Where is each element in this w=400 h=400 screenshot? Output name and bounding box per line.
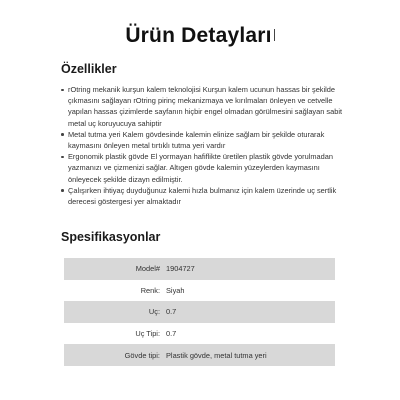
spec-key-tip: Uç: <box>64 301 163 323</box>
spec-value-body-type: Plastik gövde, metal tutma yeri <box>163 344 335 366</box>
table-row <box>64 280 335 302</box>
feature-item: rOtring mekanik kurşun kalem teknolojisi Kurşun kalem ucunun hassas bir şekilde çıkmasını sağlayan rOtring pirinç mekanizmaya ve kırılmaları önleyen ve cetvelle yapılan hassas çizimlerde sayfanın hiçbir engel olmadan görülmesini sağlayan sabit metal uç koruyucuya sahiptir <box>61 84 351 129</box>
specifications-heading: Spesifikasyonlar <box>61 230 161 244</box>
table-row <box>64 258 335 280</box>
spec-key-color: Renk: <box>64 280 163 302</box>
features-heading: Özellikler <box>61 62 117 76</box>
features-list <box>61 84 351 207</box>
page-title <box>0 24 400 48</box>
specifications-table <box>64 258 335 366</box>
spec-value-color: Siyah <box>163 280 335 302</box>
table-row <box>64 344 335 366</box>
spec-value-model: 1904727 <box>163 258 335 280</box>
spec-value-tip: 0.7 <box>163 301 335 323</box>
table-row <box>64 323 335 345</box>
spec-key-body-type: Gövde tipi: <box>64 344 163 366</box>
spec-key-tip-type: Uç Tipi: <box>64 323 163 345</box>
feature-item: Metal tutma yeri Kalem gövdesinde kalemin elinize sağlam bir şekilde oturarak kaymasını önleyen metal tırtıklı tutma yeri vardır <box>61 129 351 151</box>
table-row <box>64 301 335 323</box>
feature-item: Ergonomik plastik gövde El yormayan hafiflikte üretilen plastik gövde yorulmadan yazmanızı ve çizmenizi sağlar. Altıgen gövde kalemin yüzeylerden kaymasını önleyecek şekilde dizayn edilmiştir. <box>61 151 351 185</box>
feature-item: Çalışırken ihtiyaç duyduğunuz kalemi hızla bulmanız için kalem üzerinde uç sertlik derecesi göstergesi yer almaktadır <box>61 185 351 207</box>
text-cursor <box>274 29 275 41</box>
spec-value-tip-type: 0.7 <box>163 323 335 345</box>
page-title-text: Ürün Detayları <box>125 24 272 47</box>
spec-key-model: Model# <box>64 258 163 280</box>
